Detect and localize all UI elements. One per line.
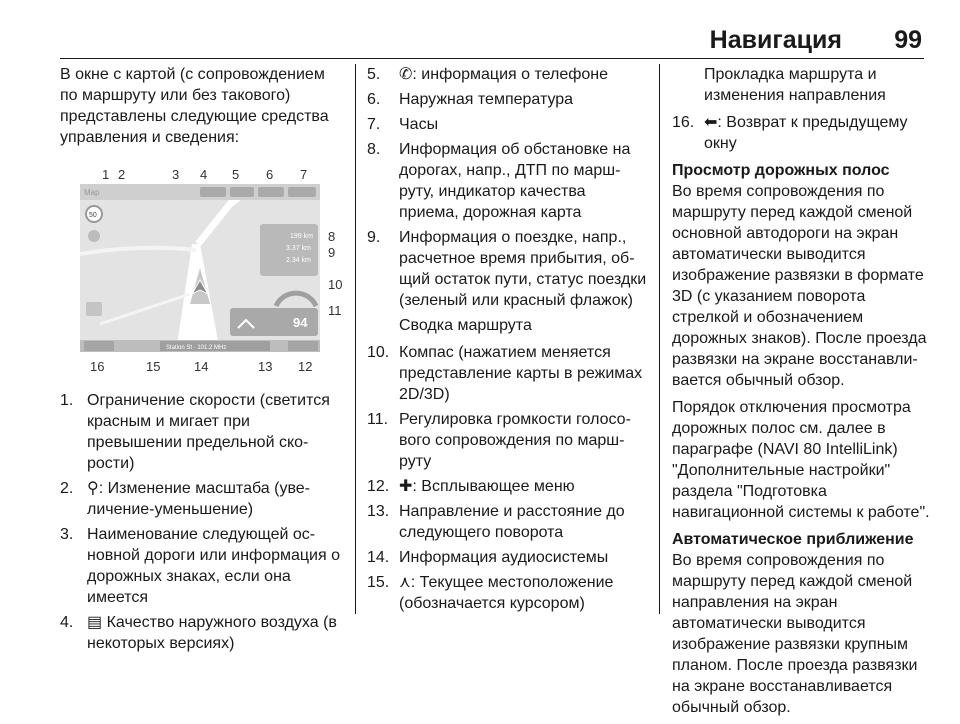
- speed-limit-value: 50: [89, 212, 97, 219]
- callout-5: 5: [232, 167, 240, 182]
- callout-16: 16: [90, 359, 105, 374]
- map-label: Map: [84, 188, 100, 197]
- column-1: [60, 64, 346, 658]
- callout-2: 2: [118, 167, 126, 182]
- callout-13: 13: [258, 359, 273, 374]
- list-item-8: 8. Информация об обстановке на дорогах, напр., ДТП по маршруту, индикатор качества приема, дорожная карта: [367, 141, 631, 221]
- callout-15: 15: [146, 359, 161, 374]
- callout-12: 12: [298, 359, 313, 374]
- callout-7: 7: [300, 167, 308, 182]
- list-item-4: 4. ▤ Качество наружного воздуха (в некоторых версиях): [60, 614, 337, 652]
- list-item-15: 15. ⋏: Текущее местоположение (обозначается курсором): [367, 574, 614, 612]
- list-item-13: 13. Направление и расстояние до следующего поворота: [367, 503, 625, 541]
- list-item-1: 1. Ограничение скорости (светится красным и мигает при превышении предельной скорости): [60, 392, 330, 472]
- callout-9: 9: [328, 245, 336, 260]
- route-guidance-subheading: Прокладка маршрута и изменения направления: [704, 66, 886, 104]
- legend-list-2: [367, 64, 649, 311]
- callout-6: 6: [266, 167, 274, 182]
- list-item-12: 12. ✚: Всплывающее меню: [367, 478, 575, 495]
- list-item-10: 10. Компас (нажатием меняется представление карты в режимах 2D/3D): [367, 344, 643, 403]
- phone-icon: ✆: [399, 66, 413, 83]
- next-turn-distance: 94: [293, 315, 308, 330]
- list-item-16: 16. ⬅: Возврат к предыдущему окну: [672, 114, 908, 152]
- list-item-2: 2. ⚲: Изменение масштаба (увеличение-уменьшение): [60, 480, 310, 518]
- lane-view-heading: Просмотр дорожных полос: [672, 162, 890, 179]
- callout-1: 1: [102, 167, 110, 182]
- intro-paragraph: В окне с картой (с сопровождением по маршруту или без такового) представлены следующие средства управления и сведения:: [60, 66, 329, 146]
- lane-view-paragraph: Во время сопровождения по маршруту перед каждой сменой основной автодороги на экран автоматически выводится изображение развязки в формате 3D (с указанием поворота стрелкой и обозначением дорожных знаков). После проезда развязки на экране восстанавливается обычный обзор.: [672, 183, 927, 389]
- back-arrow-icon: ⬅: [704, 114, 718, 131]
- column-divider-2: [659, 64, 660, 614]
- zoom-icon: ⚲: [87, 480, 99, 497]
- info-distance-1: 199 km: [290, 233, 313, 240]
- column-3: [672, 64, 930, 724]
- air-quality-icon: ▤: [87, 614, 103, 631]
- map-illustration: [80, 184, 320, 352]
- list-item-14: 14. Информация аудиосистемы: [367, 549, 609, 566]
- callout-3: 3: [172, 167, 180, 182]
- legend-list-1: [60, 390, 346, 654]
- page-header: [0, 0, 960, 58]
- callout-11: 11: [328, 303, 342, 318]
- navigation-screen-figure: [60, 158, 346, 374]
- auto-zoom-heading: Автоматическое приближение: [672, 531, 914, 548]
- list-item-7: 7. Часы: [367, 116, 439, 133]
- legend-list-3: [367, 342, 649, 614]
- position-cursor-icon: ⋏: [399, 574, 411, 591]
- route-summary-subheading: Сводка маршрута: [399, 317, 532, 334]
- column-divider-1: [355, 64, 356, 614]
- lane-view-disable-paragraph: Порядок отключения просмотра дорожных полос см. далее в параграфе (NAVI 80 IntelliLink) "Дополнительные настройки" раздела "Подготовка навигационной системы к работе".: [672, 399, 930, 521]
- callout-8: 8: [328, 229, 336, 244]
- info-distance-3: 2.34 km: [286, 257, 311, 264]
- list-item-3: 3. Наименование следующей основной дороги или информация о дорожных знаках, если она имеется: [60, 526, 340, 606]
- column-2: [367, 64, 649, 618]
- list-item-11: 11. Регулировка громкости голосового сопровождения по маршруту: [367, 411, 631, 470]
- page-number: 99: [894, 26, 922, 54]
- callout-10: 10: [328, 277, 343, 292]
- list-item-9: 9. Информация о поездке, напр., расчетное время прибытия, общий остаток пути, статус поездки (зеленый или красный флажок): [367, 229, 647, 309]
- section-title: Навигация: [709, 26, 842, 54]
- audio-info: Station St · 101.2 MHz: [166, 345, 227, 351]
- info-distance-2: 3.37 km: [286, 245, 311, 252]
- header-rule: [60, 58, 924, 59]
- plus-icon: ✚: [399, 478, 413, 495]
- navigation-map-screen: [80, 184, 320, 352]
- auto-zoom-paragraph: Во время сопровождения по маршруту перед каждой сменой направления на экран автоматически выводится изображение развязки крупным планом. После проезда развязки на экране восстанавливается обычный обзор.: [672, 552, 918, 716]
- callout-4: 4: [200, 167, 208, 182]
- list-item-5: 5. ✆: информация о телефоне: [367, 66, 609, 83]
- list-item-6: 6. Наружная температура: [367, 91, 574, 108]
- legend-list-4: [672, 112, 930, 154]
- callout-14: 14: [194, 359, 209, 374]
